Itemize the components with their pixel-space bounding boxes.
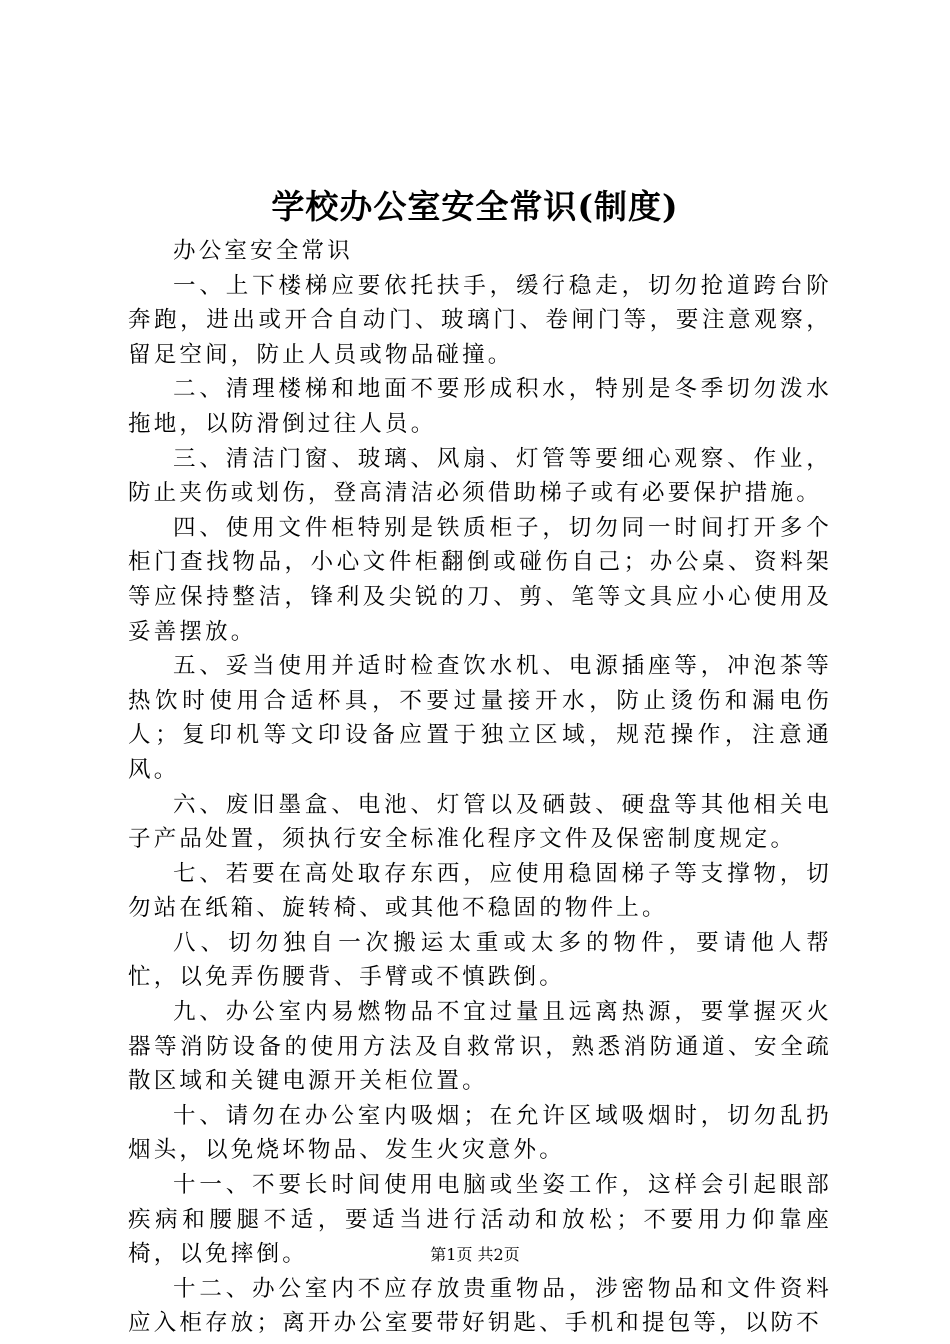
page-footer: 第1页 共2页 xyxy=(430,1245,520,1264)
paragraph-6: 六、废旧墨盒、电池、灯管以及硒鼓、硬盘等其他相关电子产品处置，须执行安全标准化程序文件及保密制度规定。 xyxy=(128,791,832,853)
paragraph-1: 一、上下楼梯应要依托扶手，缓行稳走，切勿抢道跨台阶奔跑，进出或开合自动门、玻璃门、卷闸门等，要注意观察，留足空间，防止人员或物品碰撞。 xyxy=(128,272,832,368)
paragraph-11: 十一、不要长时间使用电脑或坐姿工作，这样会引起眼部疾病和腰腿不适，要适当进行活动和放松；不要用力仰靠座椅，以免摔倒。 xyxy=(128,1172,832,1268)
paragraph-4: 四、使用文件柜特别是铁质柜子，切勿同一时间打开多个柜门查找物品，小心文件柜翻倒或碰伤自己；办公桌、资料架等应保持整洁，锋利及尖锐的刀、剪、笔等文具应小心使用及妥善摆放。 xyxy=(128,514,832,645)
paragraph-3: 三、清洁门窗、玻璃、风扇、灯管等要细心观察、作业，防止夹伤或划伤，登高清洁必须借助梯子或有必要保护措施。 xyxy=(128,445,832,507)
paragraph-2: 二、清理楼梯和地面不要形成积水，特别是冬季切勿泼水拖地，以防滑倒过往人员。 xyxy=(128,376,832,437)
paragraph-9: 九、办公室内易燃物品不宜过量且远离热源，要掌握灭火器等消防设备的使用方法及自救常识，熟悉消防通道、安全疏散区域和关键电源开关柜位置。 xyxy=(128,999,832,1095)
section-heading: 办公室安全常识 xyxy=(173,238,353,264)
paragraph-12: 十二、办公室内不应存放贵重物品，涉密物品和文件资料应入柜存放；离开办公室要带好钥匙、手机和提包等，以防不 xyxy=(128,1275,832,1337)
paragraph-8: 八、切勿独自一次搬运太重或太多的物件，要请他人帮忙，以免弄伤腰背、手臂或不慎跌倒。 xyxy=(128,929,832,991)
document-title: 学校办公室安全常识(制度) xyxy=(271,187,679,226)
document-body xyxy=(128,234,832,1341)
paragraph-7: 七、若要在高处取存东西，应使用稳固梯子等支撑物，切勿站在纸箱、旋转椅、或其他不稳固的物件上。 xyxy=(128,860,832,922)
paragraph-5: 五、妥当使用并适时检查饮水机、电源插座等，冲泡茶等热饮时使用合适杯具，不要过量接开水，防止烫伤和漏电伤人；复印机等文印设备应置于独立区域，规范操作，注意通风。 xyxy=(128,653,832,783)
paragraph-10: 十、请勿在办公室内吸烟；在允许区域吸烟时，切勿乱扔烟头，以免烧坏物品、发生火灾意外。 xyxy=(128,1102,832,1164)
